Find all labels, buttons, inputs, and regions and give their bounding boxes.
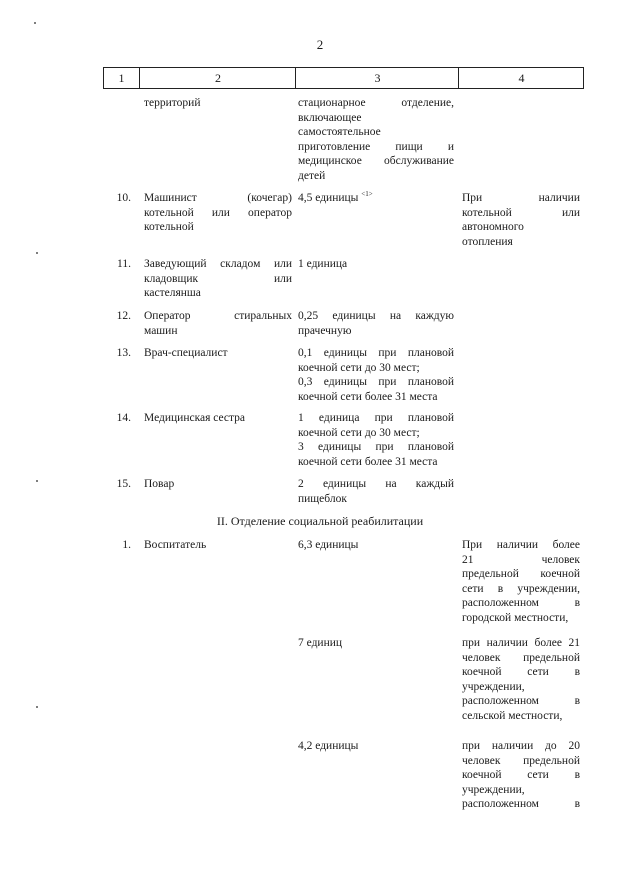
- position-name: Повар: [144, 478, 175, 490]
- header-col-4: 4: [458, 68, 584, 88]
- table-header-row: [103, 67, 584, 89]
- row-number: 14.: [116, 412, 131, 424]
- row-number: 13.: [116, 347, 131, 359]
- row-number: 15.: [116, 478, 131, 490]
- header-col-3: 3: [295, 68, 459, 88]
- note: При наличии более 21 человек предельной коечной сети в учреждении, расположенном в городской местности,: [462, 539, 580, 624]
- header-col-2: 2: [139, 68, 296, 88]
- header-col-1: 1: [118, 71, 125, 85]
- staff-quantity: 2 единицы на каждый пищеблок: [298, 478, 454, 505]
- row-number: 12.: [116, 310, 131, 322]
- staff-quantity: 4,2 единицы: [298, 740, 359, 752]
- section-heading: II. Отделение социальной реабилитации: [216, 514, 424, 528]
- position-name: территорий: [144, 97, 201, 109]
- staff-quantity: 0,25 единицы на каждую прачечную: [298, 310, 454, 337]
- staff-quantity: 4,5 единицы $^{<1>}$: [298, 190, 373, 204]
- footnote-marker: <1>: [361, 190, 373, 198]
- note: при наличии до 20 человек предельной коечной сети в учреждении, расположенном в: [462, 740, 580, 811]
- scan-speck: [36, 480, 38, 482]
- position-name: Оператор стиральных машин: [144, 310, 292, 337]
- note: при наличии более 21 человек предельной коечной сети в учреждении, расположенном в сельской местности,: [462, 637, 580, 722]
- staff-quantity: 7 единиц: [298, 637, 343, 649]
- staff-quantity: 1 единица при плановой коечной сети до 30 мест; 3 единицы при плановой коечной сети более 31 места: [298, 412, 454, 468]
- staff-quantity: 0,1 единицы при плановой коечной сети до 30 мест; 0,3 единицы при плановой коечной сети более 31 места: [298, 347, 454, 403]
- position-name: Заведующий складом или кладовщик или кастелянша: [144, 258, 292, 300]
- row-number: 10.: [116, 192, 131, 204]
- scan-speck: [36, 706, 38, 708]
- page-number: 2: [316, 37, 324, 52]
- position-name: Машинист (кочегар) котельной или оператор котельной: [144, 192, 292, 234]
- scan-speck: [34, 22, 36, 24]
- row-number: 1.: [122, 539, 131, 551]
- position-name: Воспитатель: [144, 539, 207, 551]
- staff-quantity: 1 единица: [298, 258, 348, 270]
- position-name: Медицинская сестра: [144, 412, 246, 424]
- staff-quantity: стационарное отделение, включающее самостоятельное приготовление пищи и медицинское обслуживание детей: [298, 97, 454, 182]
- row-number: 11.: [117, 258, 131, 270]
- staff-quantity: 6,3 единицы: [298, 539, 359, 551]
- position-name: Врач-специалист: [144, 347, 228, 359]
- scan-speck: [36, 252, 38, 254]
- note: При наличии котельной или автономного отопления: [462, 192, 580, 248]
